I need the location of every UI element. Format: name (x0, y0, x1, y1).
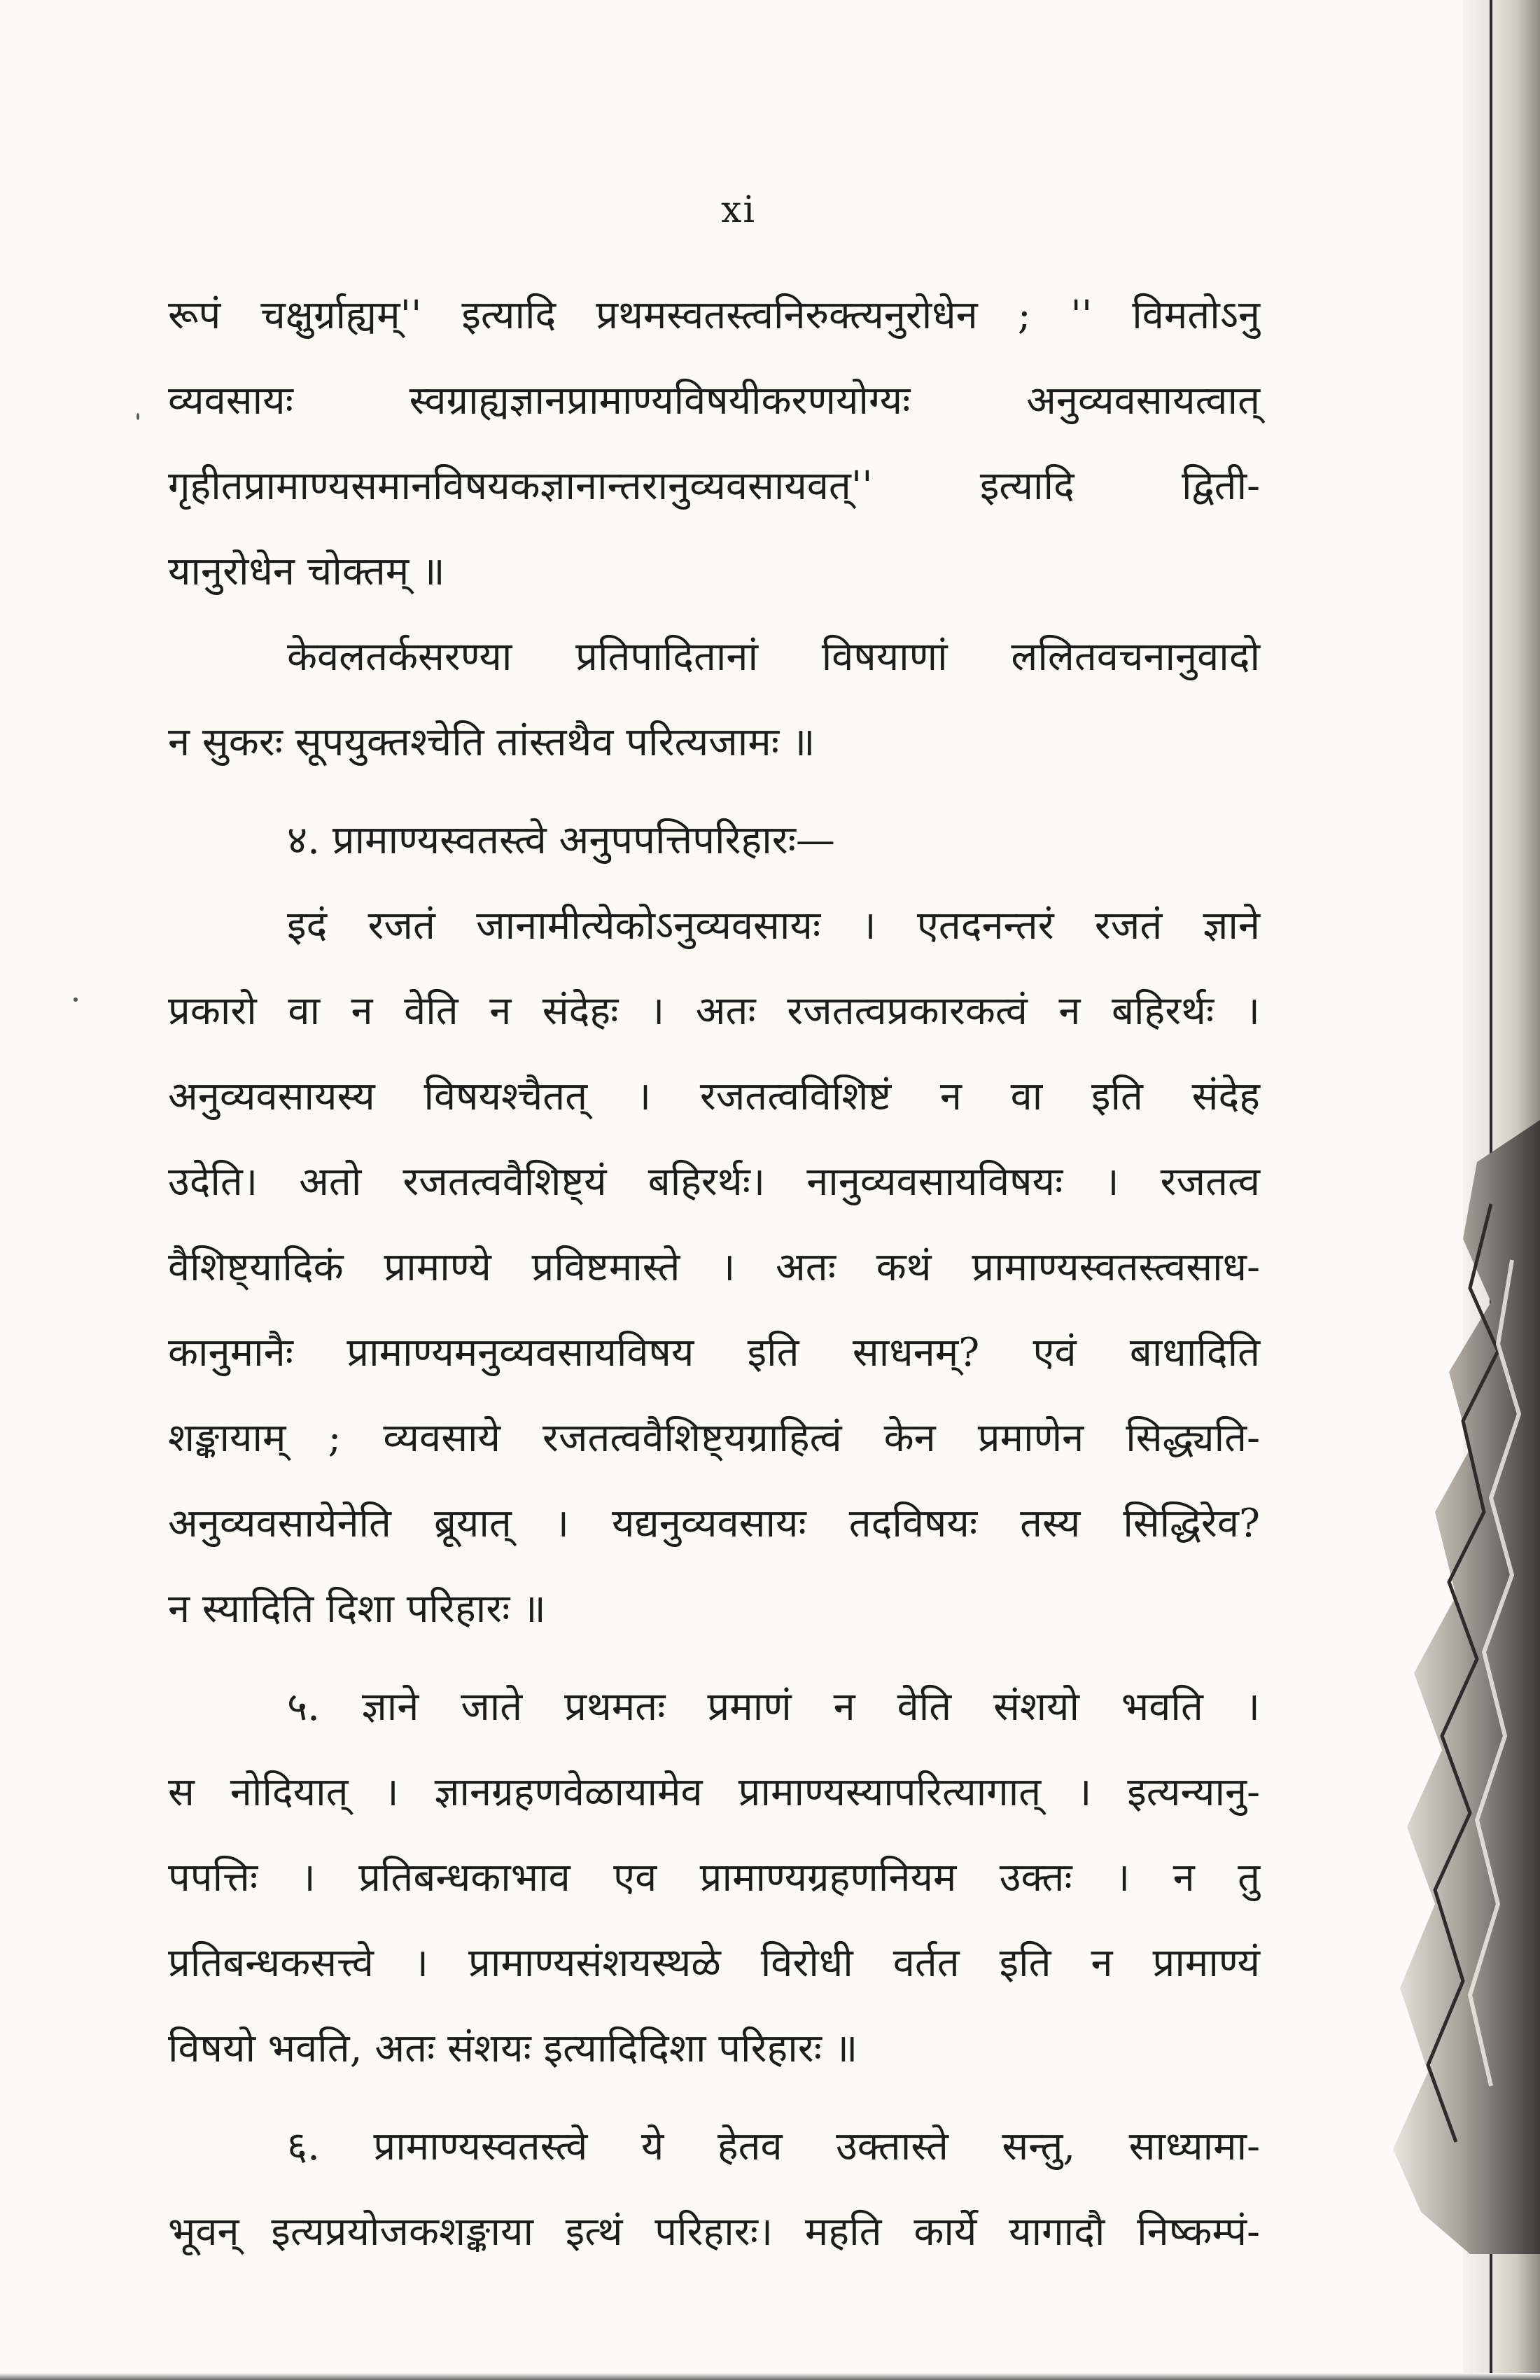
text-line: भूवन् इत्यप्रयोजकशङ्काया इत्थं परिहारः। महति कार्ये यागादौ निष्कम्पं- (168, 2209, 1260, 2255)
torn-paper-edge (1330, 1120, 1540, 2254)
text-line: वैशिष्ट्यादिकं प्रामाण्ये प्रविष्टमास्ते । अतः कथं प्रामाण्यस्वतस्त्वसाध- (168, 1245, 1260, 1290)
text-line: प्रतिबन्धकसत्त्वे । प्रामाण्यसंशयस्थळे विरोधी वर्तत इति न प्रामाण्यं (168, 1940, 1260, 1986)
text-line: गृहीतप्रामाण्यसमानविषयकज्ञानान्तरानुव्यवसायवत्'' इत्यादि द्विती- (168, 463, 1260, 509)
text-line: रूपं चक्षुर्ग्राह्यम्'' इत्यादि प्रथमस्वतस्त्वनिरुक्त्यनुरोधेन ; '' विमतोऽनु (168, 293, 1260, 338)
text-line: यानुरोधेन चोक्तम् ॥ (168, 549, 445, 594)
body-text (168, 273, 1260, 2275)
paragraph-kevala (168, 615, 1260, 785)
text-line: विषयो भवति, अतः संशयः इत्यादिदिशा परिहारः ॥ (168, 2026, 858, 2071)
text-line: उदेति। अतो रजतत्ववैशिष्ट्यं बहिरर्थः। नानुव्यवसायविषयः । रजतत्व (168, 1159, 1260, 1205)
paragraph-5 (168, 1665, 1260, 2092)
section-heading: ४. प्रामाण्यस्वतस्त्वे अनुपपत्तिपरिहारः— (287, 818, 835, 863)
paragraph-4 (168, 883, 1260, 1652)
text-line: ६. प्रामाण्यस्वतस्त्वे ये हेतव उक्तास्ते सन्तु, साध्यामा- (287, 2124, 1260, 2169)
text-line: न स्यादिति दिशा परिहारः ॥ (168, 1586, 546, 1632)
section-heading-4 (168, 798, 1260, 883)
text-line: न सुकरः सूपयुक्तश्चेति तांस्तथैव परित्यजामः ॥ (168, 720, 816, 765)
page-number: xi (721, 189, 756, 231)
text-line: कानुमानैः प्रामाण्यमनुव्यवसायविषय इति साधनम्? एवं बाधादिति (168, 1330, 1260, 1376)
text-line: शङ्कायाम् ; व्यवसाये रजतत्ववैशिष्ट्यग्राहित्वं केन प्रमाणेन सिद्ध्यति- (168, 1415, 1260, 1461)
paragraph-intro (168, 273, 1260, 615)
text-line: इदं रजतं जानामीत्येकोऽनुव्यवसायः । एतदनन्तरं रजतं ज्ञाने (287, 903, 1260, 948)
text-line: ५. ज्ञाने जाते प्रथमतः प्रमाणं न वेति संशयो भवति । (287, 1684, 1260, 1730)
bottom-edge (0, 2373, 1540, 2380)
text-line: व्यवसायः स्वग्राह्यज्ञानप्रामाण्यविषयीकरणयोग्यः अनुव्यवसायत्वात् (168, 378, 1260, 424)
stray-ink-dot (74, 997, 78, 1002)
paragraph-6 (168, 2104, 1260, 2275)
text-line: पपत्तिः । प्रतिबन्धकाभाव एव प्रामाण्यग्रहणनियम उक्तः । न तु (168, 1855, 1260, 1900)
text-line: प्रकारो वा न वेति न संदेहः । अतः रजतत्वप्रकारकत्वं न बहिरर्थः । (168, 988, 1260, 1034)
text-line: स नोदियात् । ज्ञानग्रहणवेळायामेव प्रामाण्यस्यापरित्यागात् । इत्यन्यानु- (168, 1770, 1260, 1815)
text-line: अनुव्यवसायेनेति ब्रूयात् । यद्यनुव्यवसायः तदविषयः तस्य सिद्धिरेव? (168, 1501, 1260, 1546)
text-line: अनुव्यवसायस्य विषयश्चैतत् । रजतत्वविशिष्टं न वा इति संदेह (168, 1074, 1260, 1119)
text-line: केवलतर्कसरण्या प्रतिपादितानां विषयाणां ललितवचनानुवादो (287, 634, 1260, 680)
stray-ink-dot (136, 413, 139, 420)
